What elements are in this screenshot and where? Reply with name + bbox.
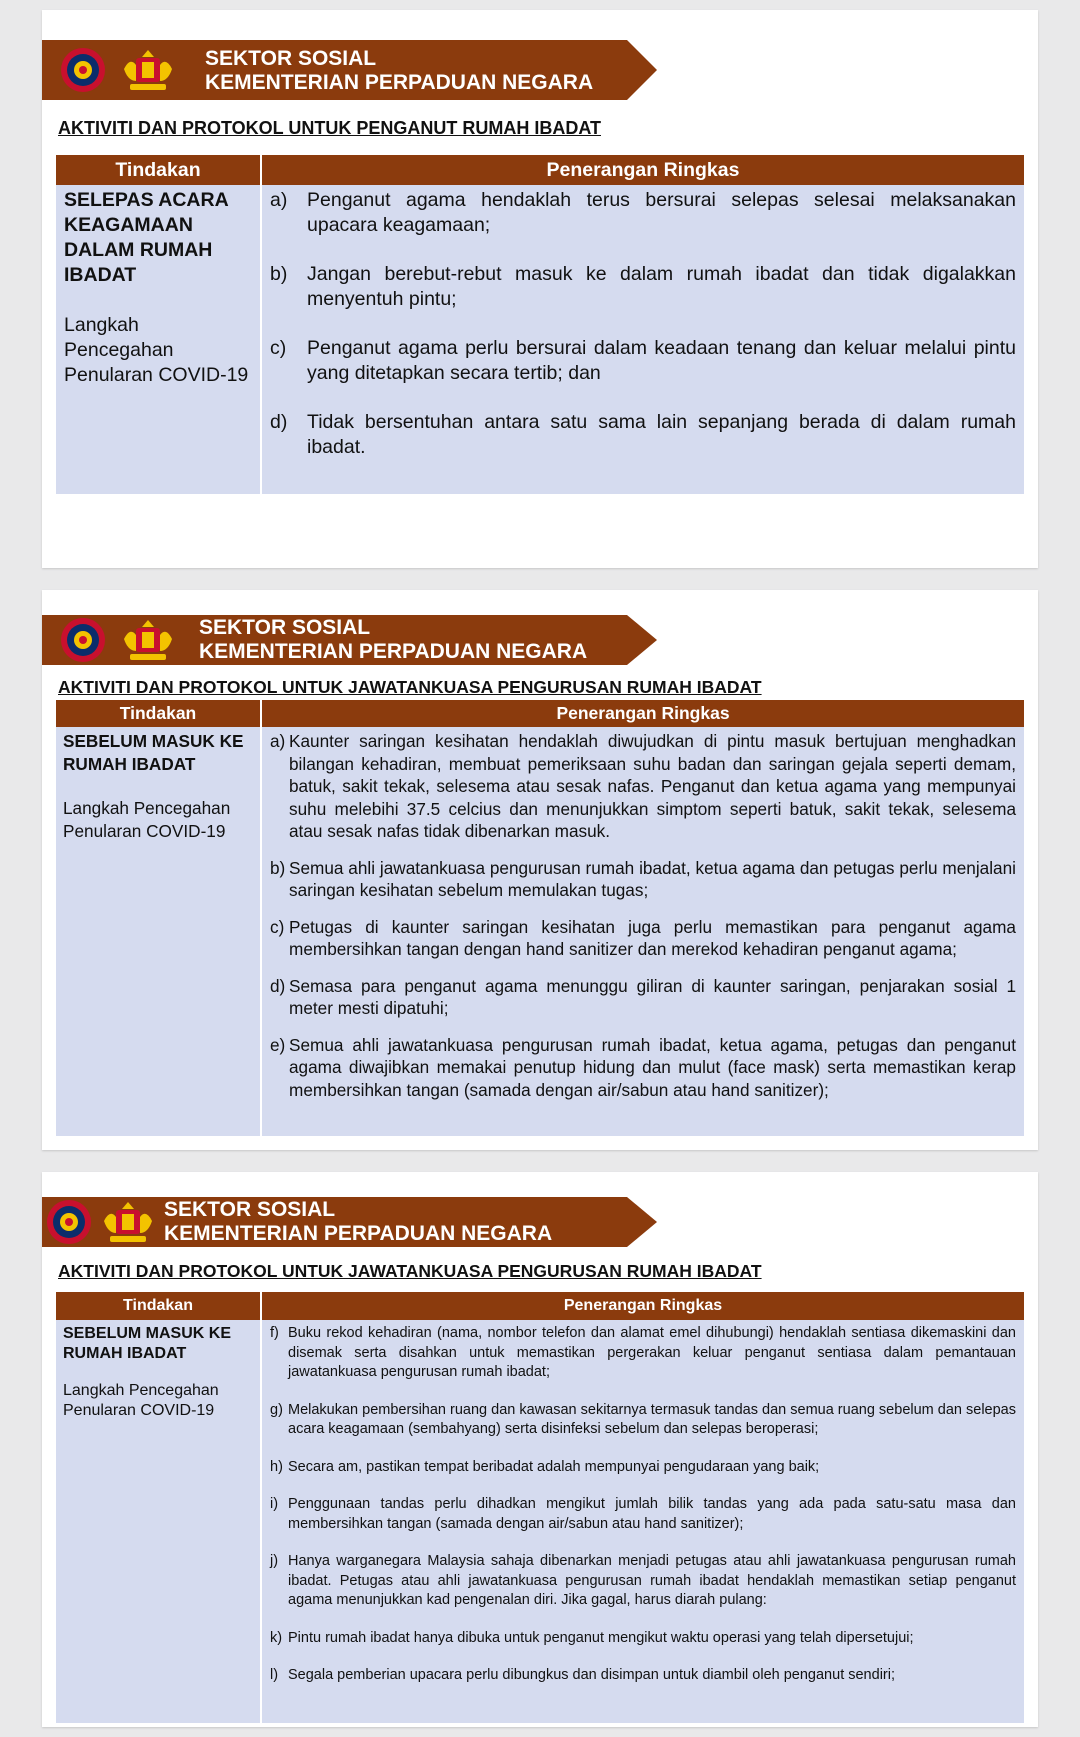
nsc-logo-icon (60, 47, 106, 93)
item-marker: b) (270, 857, 286, 878)
list-item (270, 1458, 1016, 1478)
item-marker: k) (270, 1629, 283, 1646)
col-header-penerangan: Penerangan Ringkas (261, 155, 1024, 185)
list-item (270, 410, 1016, 460)
slide-banner (42, 40, 657, 100)
section-heading: AKTIVITI DAN PROTOKOL UNTUK JAWATANKUASA PENGURUSAN RUMAH IBADAT (58, 1261, 762, 1281)
list-item (270, 857, 1016, 902)
item-text: Segala pemberian upacara perlu dibungkus dan disimpan untuk diambil oleh penganut sendiri; (288, 1667, 895, 1683)
banner-title (199, 616, 587, 664)
col-header-tindakan: Tindakan (56, 155, 261, 185)
table-header-row (56, 700, 1024, 727)
section-heading: AKTIVITI DAN PROTOKOL UNTUK JAWATANKUASA PENGURUSAN RUMAH IBADAT (58, 677, 762, 697)
nsc-logo-icon (60, 617, 106, 663)
item-text: Jangan berebut-rebut masuk ke dalam rumah ibadat dan tidak digalakkan menyentuh pintu; (307, 263, 1016, 310)
list-item (270, 1495, 1016, 1534)
nsc-logo-icon (46, 1199, 92, 1245)
col-header-tindakan: Tindakan (56, 1292, 261, 1320)
list-item (270, 188, 1016, 238)
action-title: SEBELUM MASUK KE RUMAH IBADAT (63, 731, 244, 774)
description-cell (261, 1320, 1024, 1723)
item-marker: a) (270, 189, 288, 211)
item-text: Semasa para penganut agama menunggu giliran di kaunter saringan, penjarakan sosial 1 meter mesti dipatuhi; (289, 975, 1016, 1018)
item-text: Tidak bersentuhan antara satu sama lain sepanjang berada di dalam rumah ibadat. (307, 411, 1016, 458)
action-subtitle: Langkah Pencegahan Penularan COVID-19 (64, 314, 249, 386)
item-text: Buku rekod kehadiran (nama, nombor telefon dan alamat emel dihubungi) hendaklah sentiasa dikemaskini dan disemak serta disahkan untuk memastikan pergerakan keluar penganut sentiasa dalam pemantauan jawatankuasa pengurusan rumah ibadat; (288, 1325, 1016, 1380)
list-item (270, 730, 1016, 843)
action-title: SEBELUM MASUK KE RUMAH IBADAT (63, 1325, 232, 1362)
table-row (56, 185, 1024, 494)
slide-banner (42, 615, 657, 665)
item-text: Melakukan pembersihan ruang dan kawasan sekitarnya termasuk tandas dan semua ruang sebelum dan selepas acara keagamaan (sembahyang) serta disinfeksi sebelum dan selepas beroperasi; (288, 1401, 1016, 1437)
item-marker: c) (270, 916, 285, 937)
item-text: Petugas di kaunter saringan kesihatan juga perlu memastikan para penganut agama membersihkan tangan dengan hand sanitizer dan merekod kehadiran penganut agama; (289, 916, 1016, 959)
item-marker: a) (270, 731, 286, 751)
item-text: Semua ahli jawatankuasa pengurusan rumah ibadat, ketua agama, petugas dan penganut agama diwajibkan memakai penutup hidung dan mulut (face mask) serta memastikan kerap membersihkan tangan (samada dengan air/sabun atau hand sanitizer); (289, 1034, 1016, 1100)
item-text: Kaunter saringan kesihatan hendaklah diwujudkan di pintu masuk bertujuan menghadkan bilangan kehadiran, membuat pemeriksaan suhu badan dan saringan gejala seperti demam, batuk, sakit tekak, selesema atau sesak nafas. Penganut dan ketua agama yang mempunyai suhu melebihi 37.5 celcius dan menunjukkan simptom seperti batuk, sakit tekak, selesema atau sesak nafas tidak dibenarkan masuk. (289, 731, 1016, 841)
item-text: Semua ahli jawatankuasa pengurusan rumah ibadat, ketua agama dan petugas perlu menjalani saringan kesihatan sebelum memulakan tugas; (289, 857, 1016, 900)
action-cell (56, 185, 261, 494)
item-marker: e) (270, 1034, 286, 1055)
item-marker: b) (270, 263, 288, 285)
item-marker: j) (270, 1553, 279, 1569)
banner-line-1: SEKTOR SOSIAL (199, 616, 371, 639)
banner-line-2: KEMENTERIAN PERPADUAN NEGARA (199, 640, 588, 663)
col-header-penerangan: Penerangan Ringkas (261, 1292, 1024, 1320)
item-marker: c) (270, 337, 287, 359)
item-marker: f) (270, 1325, 279, 1341)
banner-line-1: SEKTOR SOSIAL (164, 1198, 336, 1221)
description-cell (261, 185, 1024, 494)
banner-line-2: KEMENTERIAN PERPADUAN NEGARA (205, 71, 594, 94)
list-item (270, 1552, 1016, 1611)
item-text: Hanya warganegara Malaysia sahaja dibenarkan menjadi petugas atau ahli jawatankuasa pengurusan rumah ibadat. Petugas atau ahli jawatankuasa pengurusan rumah ibadat hendaklah memastikan setiap penganut agama menunjukkan kad pengenalan diri. Jika gagal, harus diarah pulang: (288, 1553, 1016, 1608)
item-marker: h) (270, 1458, 283, 1475)
banner-title (164, 1198, 552, 1246)
item-text: Pintu rumah ibadat hanya dibuka untuk penganut mengikut waktu operasi yang telah dipersetujui; (288, 1629, 914, 1646)
table-header-row (56, 155, 1024, 185)
list-item (270, 336, 1016, 386)
slide-banner (42, 1197, 657, 1247)
slide-3 (42, 1172, 1038, 1727)
col-header-tindakan: Tindakan (56, 700, 261, 727)
item-marker: d) (270, 411, 288, 433)
list-item (270, 975, 1016, 1020)
slide-2 (42, 590, 1038, 1150)
list-item (270, 1034, 1016, 1102)
coat-of-arms-icon (120, 617, 176, 663)
protocol-table (56, 700, 1024, 1136)
action-cell (56, 1320, 261, 1723)
coat-of-arms-icon (120, 47, 176, 93)
banner-title (205, 47, 593, 95)
col-header-penerangan: Penerangan Ringkas (261, 700, 1024, 727)
protocol-table (56, 155, 1024, 494)
coat-of-arms-icon (100, 1199, 156, 1245)
list-item (270, 262, 1016, 312)
table-header-row (56, 1292, 1024, 1320)
list-item (270, 1629, 1016, 1649)
action-subtitle: Langkah Pencegahan Penularan COVID-19 (63, 1382, 219, 1419)
table-row (56, 1320, 1024, 1723)
section-heading: AKTIVITI DAN PROTOKOL UNTUK PENGANUT RUMAH IBADAT (58, 118, 601, 138)
list-item (270, 916, 1016, 961)
list-item (270, 1666, 1016, 1686)
list-item (270, 1401, 1016, 1440)
list-item (270, 1324, 1016, 1383)
banner-line-2: KEMENTERIAN PERPADUAN NEGARA (164, 1222, 553, 1245)
description-cell (261, 727, 1024, 1136)
item-text: Penggunaan tandas perlu dihadkan mengikut jumlah bilik tandas yang ada pada satu-satu masa dan membersihkan tangan (samada dengan air/sabun atau hand sanitizer); (288, 1496, 1016, 1532)
item-marker: g) (270, 1401, 283, 1418)
item-text: Secara am, pastikan tempat beribadat adalah mempunyai pengudaraan yang baik; (288, 1458, 820, 1475)
protocol-table (56, 1292, 1024, 1723)
banner-line-1: SEKTOR SOSIAL (205, 47, 377, 70)
action-title: SELEPAS ACARA KEAGAMAAN DALAM RUMAH IBADAT (64, 189, 228, 286)
action-subtitle: Langkah Pencegahan Penularan COVID-19 (63, 798, 231, 841)
action-cell (56, 727, 261, 1136)
item-text: Penganut agama hendaklah terus bersurai selepas selesai melaksanakan upacara keagamaan; (307, 189, 1016, 236)
item-marker: l) (270, 1667, 279, 1683)
item-text: Penganut agama perlu bersurai dalam keadaan tenang dan keluar melalui pintu yang ditetapkan secara tertib; dan (307, 337, 1016, 384)
slide-1 (42, 10, 1038, 568)
item-marker: d) (270, 975, 286, 996)
item-marker: i) (270, 1496, 279, 1512)
table-row (56, 727, 1024, 1136)
